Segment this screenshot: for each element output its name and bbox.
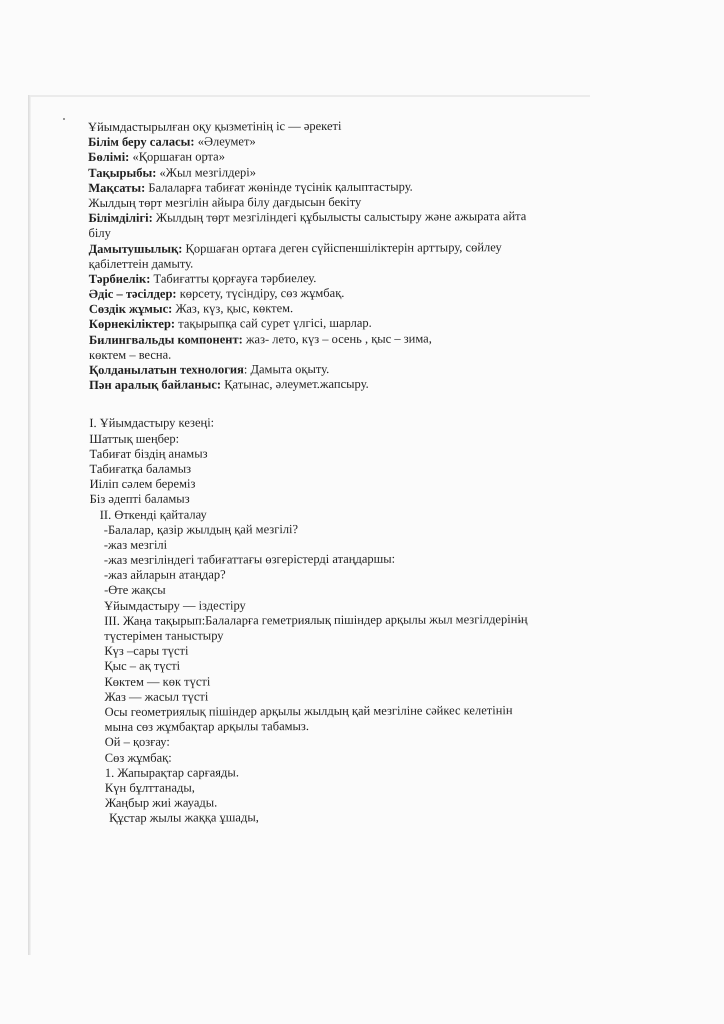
body-line: -жаз айларын атаңдар? (103, 567, 226, 583)
body-line: Ой – қозғау: (104, 734, 170, 750)
body-line: Біз әдепті баламыз (89, 491, 190, 507)
field-value: Жаз, күз, қыс, көктем. (172, 301, 294, 316)
field-line (89, 376, 589, 393)
field-value: Қоршаған ортаға деген сүйіспеншіліктерін арттыру, сөйлеу (182, 239, 502, 256)
body-line: Шаттық шеңбер: (89, 431, 180, 446)
body-line: Құстар жылы жаққа ұшады, (109, 810, 259, 826)
field-value: : Дамыта оқыту. (243, 361, 330, 377)
stage-heading: І. Ұйымдастыру кезеңі: (89, 415, 215, 431)
body-line: Иіліп сәлем береміз (89, 476, 196, 492)
field-continuation: білу (88, 226, 111, 241)
field-value: Табиғатты қорғауға тәрбиелеу. (150, 270, 317, 286)
field-continuation: қабілеттеін дамыту. (88, 256, 194, 271)
field-value: тақырыпқа сай сурет үлгісі, шарлар. (175, 316, 372, 332)
field-label: Дамытушылық: (88, 241, 183, 256)
field-value: Балаларға табиғат жөнінде түсінік қалыптастыру. (145, 179, 413, 195)
field-label: Пән аралық байланыс: (89, 377, 222, 393)
body-line: Сөз жұмбақ: (104, 750, 172, 765)
scan-edge-shadow (28, 95, 31, 955)
body-line: -Өте жақсы (104, 583, 166, 598)
goal-continuation: Жылдың төрт мезгілін айыра білу дағдысын бекіту (88, 194, 362, 210)
field-label: Билингвальды компонент: (88, 331, 243, 347)
field-label: Қолданылатын технология (89, 362, 244, 377)
body-line: Күн бұлттанады, (104, 780, 195, 795)
field-label: Сөздік жұмыс: (88, 301, 173, 317)
field-label: Тәрбиелік: (88, 271, 151, 286)
field-label: Тақырыбы: (88, 165, 157, 180)
body-line: 1. Жапырақтар сарғаяды. (104, 765, 239, 780)
field-value: «Әлеумет» (194, 134, 256, 149)
body-line: мына сөз жұмбақтар арқылы табамыз. (104, 719, 310, 735)
field-continuation: көктем – весна. (88, 347, 172, 362)
body-line: -Балалар, қазір жылдың қай мезгілі? (103, 521, 299, 537)
field-label: Мақсаты: (88, 180, 146, 195)
field-value: «Жыл мезгілдері» (156, 164, 256, 180)
lesson-plan-text (88, 118, 591, 827)
stage-heading: ІІ. Өткенді қайталау (99, 506, 207, 522)
field-value: жаз- лето, күз – осень , қыс – зима, (242, 331, 432, 346)
field-value: көрсету, түсіндіру, сөз жұмбақ. (176, 285, 345, 301)
stage-heading: ІІІ. Жаңа тақырып:Балаларға гeметриялық пішіндер арқылы жыл мезгілдерінің (104, 611, 528, 628)
body-line: Осы геометриялық пішіндер арқылы жылдың қай мезгіліне сәйкес келетінін (104, 703, 513, 719)
scan-top-edge (30, 95, 590, 97)
field-value: Қатынас, әлеумет.жапсыру. (221, 376, 369, 392)
body-line: Жаз — жасыл түсті (104, 689, 209, 704)
body-line: Жаңбыр жиі жауады. (104, 795, 218, 810)
body-line: Табиғат біздің анамыз (89, 446, 208, 461)
field-label: Бөлімі: (88, 150, 130, 165)
body-line: Күз –сары түсті (104, 643, 189, 659)
field-label: Көрнекіліктер: (88, 317, 176, 332)
document-heading: Ұйымдастырылған оқу қызметінің іс — әрекеті (88, 118, 342, 134)
body-line: түстерімен таныстыру (104, 628, 224, 643)
body-line: Ұйымдастыру — іздестіру (104, 597, 246, 613)
body-line: -жаз мезгілі (103, 537, 168, 552)
field-label: Білімділігі: (88, 210, 153, 226)
field-value: «Қоршаған орта» (129, 149, 225, 165)
body-line: Көктем — көк түсті (104, 674, 211, 689)
body-line: Қыс – ақ түсті (104, 658, 181, 674)
field-value: Жылдың төрт мезгіліндегі құбылысты салыстыру және ажырата айта (152, 209, 527, 225)
field-label: Білім беру саласы: (88, 134, 195, 150)
body-line: Табиғатқа баламыз (89, 461, 192, 476)
field-label: Әдіс – тәсілдер: (88, 286, 177, 302)
scan-speck (63, 118, 65, 120)
body-line: -жаз мезгіліндегі табиғаттағы өзгерістерді атаңдаршы: (103, 551, 396, 567)
